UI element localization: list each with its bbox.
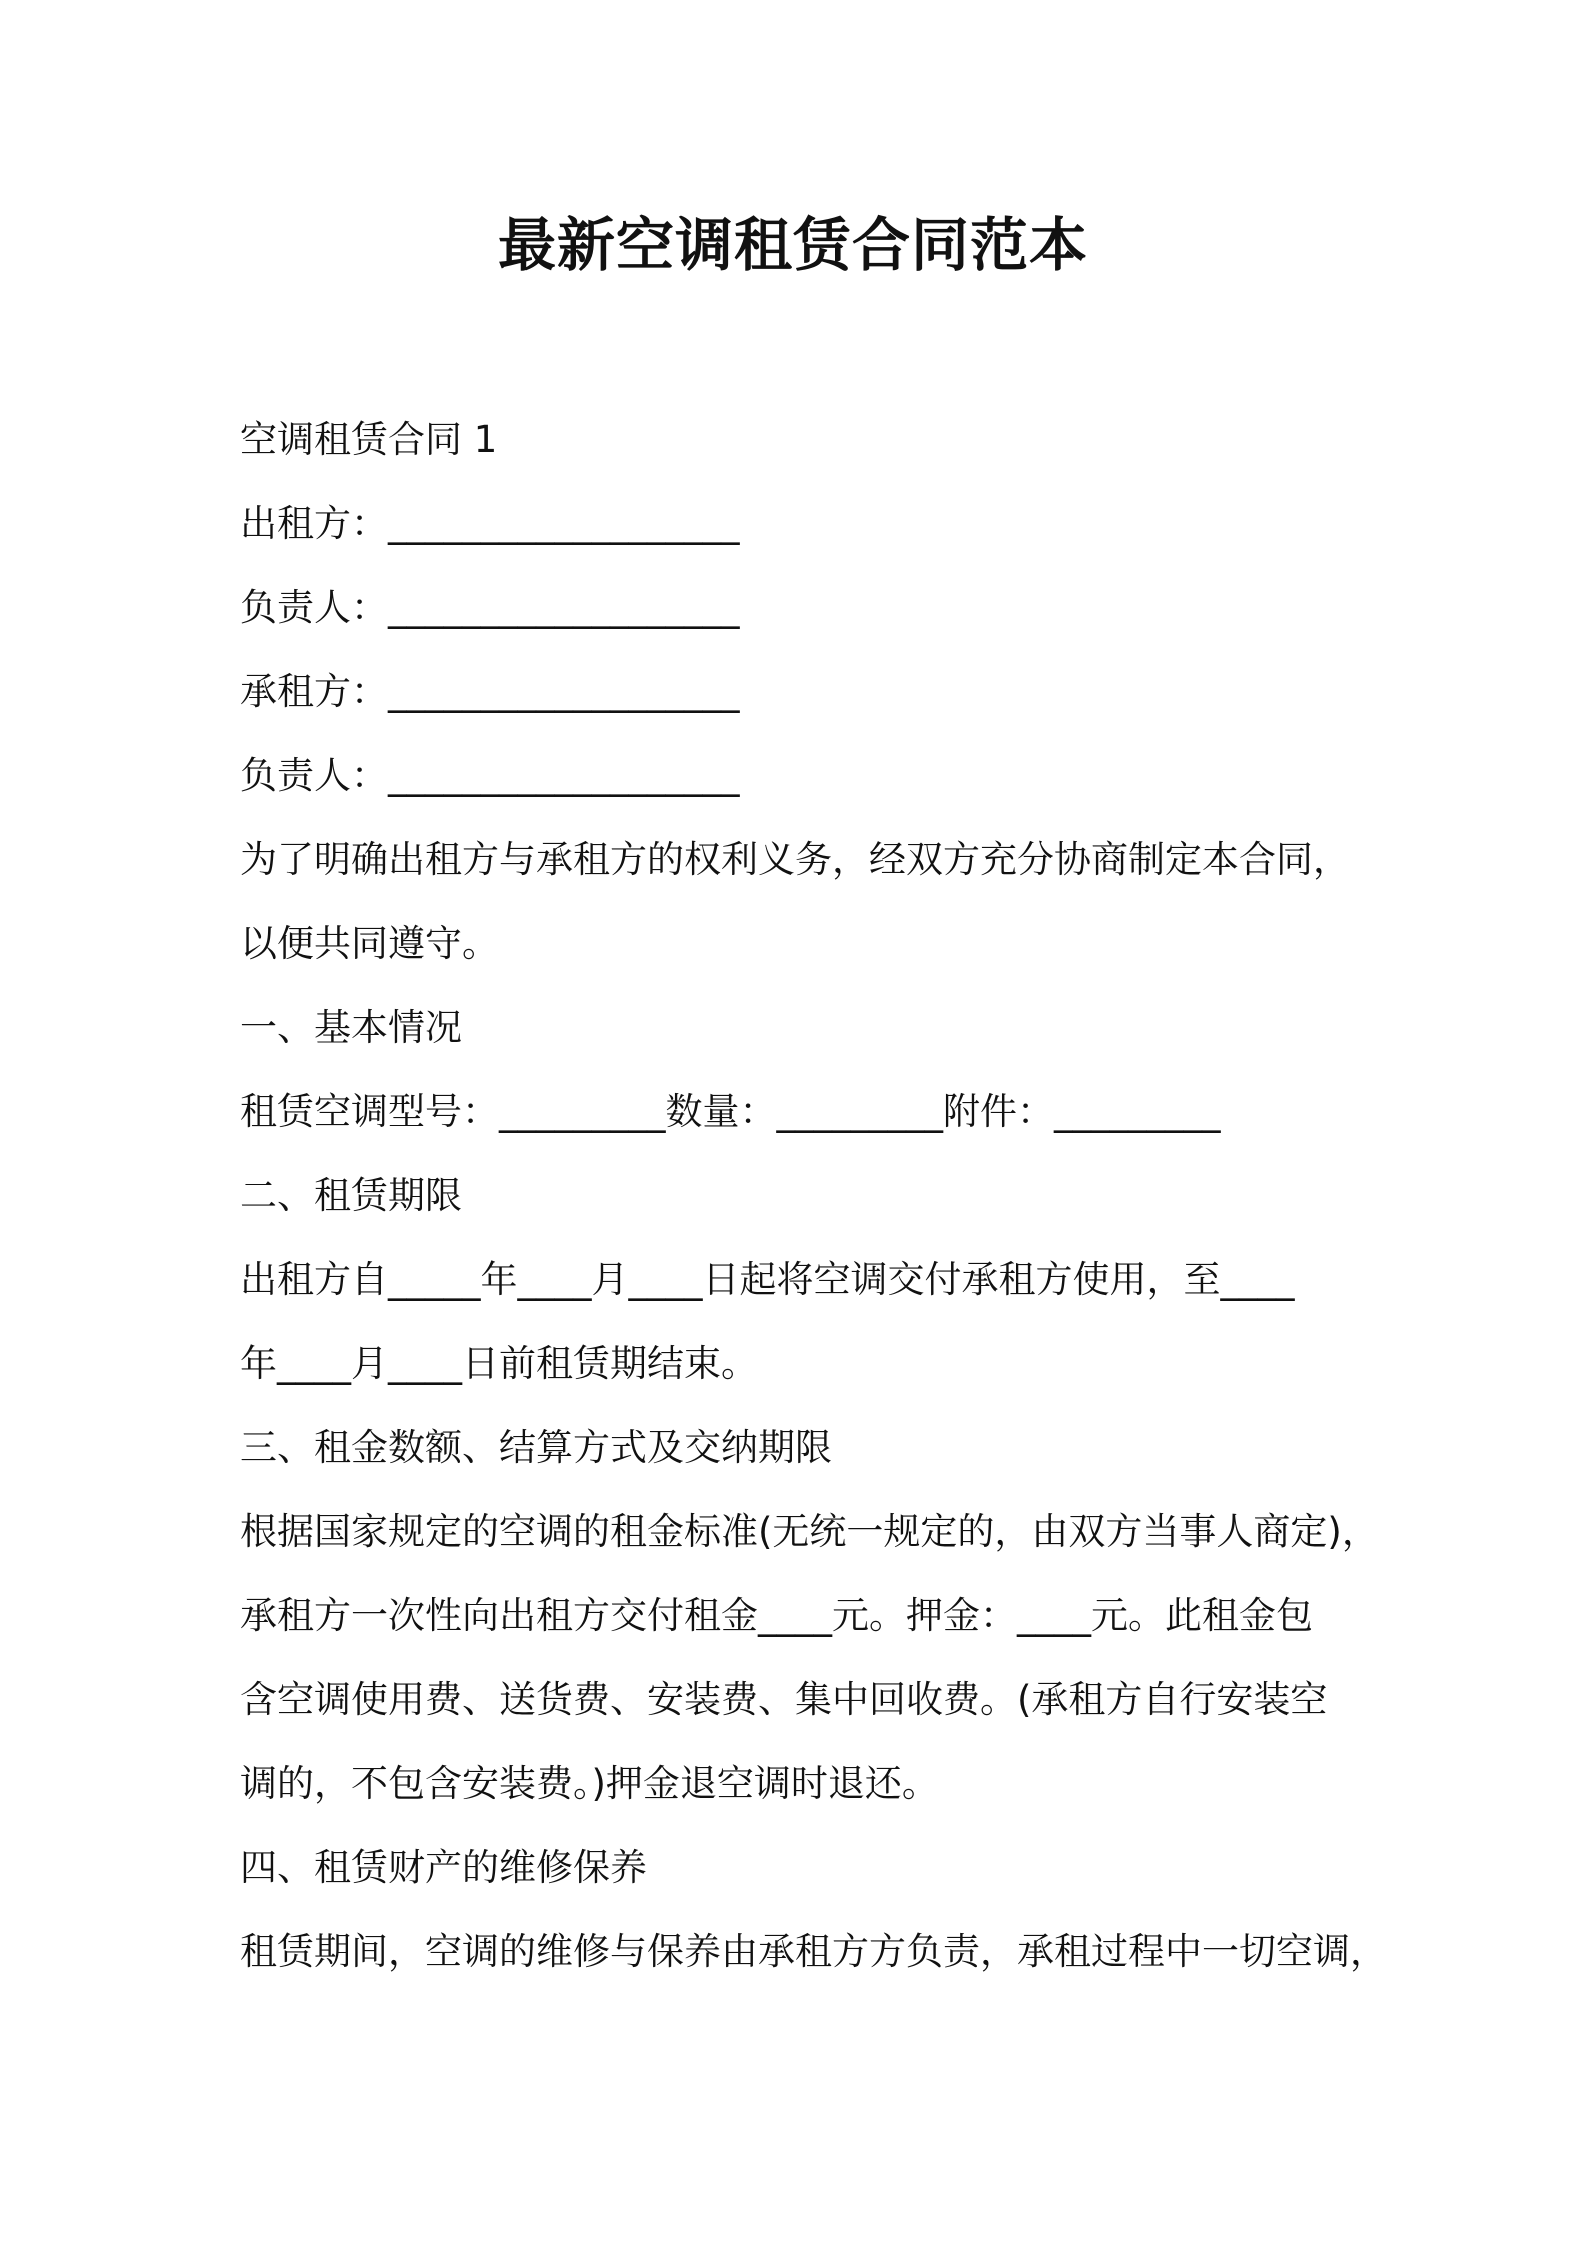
section-3-heading: 三、租金数额、结算方式及交纳期限	[240, 1426, 832, 1469]
lessee-representative-line: 负责人：___________________	[240, 754, 740, 797]
preamble-line-1: 为了明确出租方与承租方的权利义务，经双方充分协商制定本合同，	[240, 838, 1350, 881]
section-3-line-4: 调的，不包含安装费。)押金退空调时退还。	[240, 1762, 939, 1805]
lessor-representative-line: 负责人：___________________	[240, 586, 740, 629]
section-2-line-2: 年____月____日前租赁期结束。	[240, 1342, 758, 1385]
section-4-line-1: 租赁期间，空调的维修与保养由承租方方负责，承租过程中一切空调，	[240, 1930, 1387, 1973]
lessee-line: 承租方：___________________	[240, 670, 740, 713]
lessor-line: 出租方：___________________	[240, 502, 740, 545]
section-1-line: 租赁空调型号：_________数量：_________附件：_________	[240, 1090, 1221, 1133]
document-body	[240, 398, 1387, 1994]
section-1-heading: 一、基本情况	[240, 1006, 462, 1049]
section-3-line-3: 含空调使用费、送货费、安装费、集中回收费。(承租方自行安装空	[240, 1678, 1328, 1721]
section-2-line-1: 出租方自_____年____月____日起将空调交付承租方使用，至____	[240, 1258, 1295, 1301]
section-3-line-2: 承租方一次性向出租方交付租金____元。押金：____元。此租金包	[240, 1594, 1313, 1637]
section-2-heading: 二、租赁期限	[240, 1174, 462, 1217]
preamble-line-2: 以便共同遵守。	[240, 922, 499, 965]
contract-heading: 空调租赁合同 1	[240, 418, 498, 461]
section-3-line-1: 根据国家规定的空调的租金标准(无统一规定的，由双方当事人商定)，	[240, 1510, 1379, 1553]
section-4-heading: 四、租赁财产的维修保养	[240, 1846, 647, 1889]
document-title: 最新空调租赁合同范本	[497, 211, 1088, 279]
